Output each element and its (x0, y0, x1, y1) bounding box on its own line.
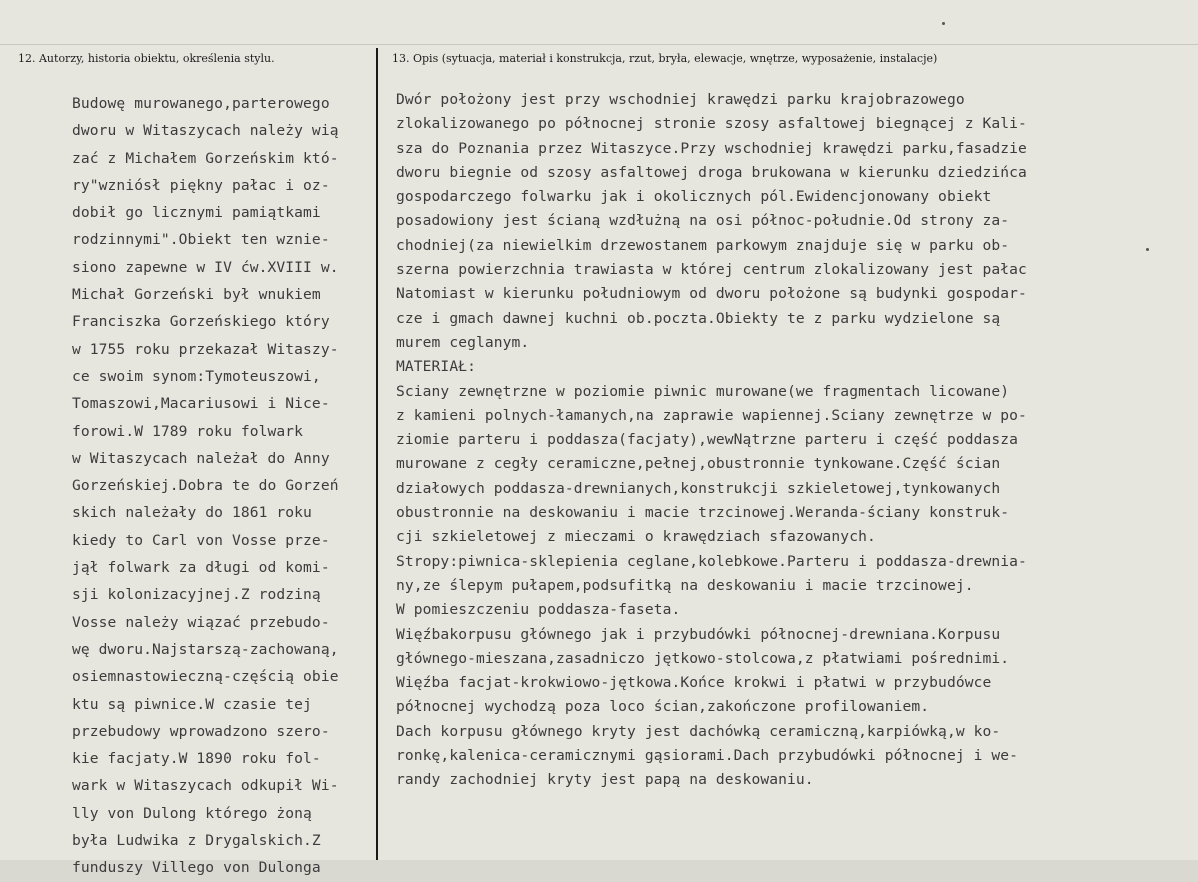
text-line: Natomiast w kierunku południowym od dworu położone są budynki gospodar- (396, 285, 1027, 303)
text-line: Gorzeńskiej.Dobra te do Gorzeń (72, 477, 339, 495)
text-line: siono zapewne w IV ćw.XVIII w. (72, 258, 339, 276)
margin-mark (942, 22, 945, 25)
text-line: w 1755 roku przekazał Witaszy- (72, 340, 339, 358)
text-line: kie facjaty.W 1890 roku fol- (72, 750, 321, 768)
margin-mark (1146, 248, 1149, 251)
section-13-header: 13. Opis (sytuacja, materiał i konstrukcja, rzut, bryła, elewacje, wnętrze, wyposażenie, instalacje) (392, 52, 938, 65)
text-line: przebudowy wprowadzono szero- (72, 722, 330, 740)
text-line: ce swoim synom:Tymoteuszowi, (72, 367, 321, 385)
text-line: sji kolonizacyjnej.Z rodziną (72, 586, 321, 604)
text-line: gospodarczego folwarku jak i okolicznych pól.Ewidencjonowany obiekt (396, 188, 992, 206)
text-line: zać z Michałem Gorzeńskim któ- (72, 149, 339, 167)
text-line: rodzinnymi".Obiekt ten wznie- (72, 231, 330, 249)
text-line: zlokalizowanego po północnej stronie szosy asfaltowej biegnącej z Kali- (396, 115, 1027, 133)
section-12-header: 12. Autorzy, historia obiektu, określenia stylu. (18, 52, 275, 65)
text-line: ny,ze ślepym pułapem,podsufitką na deskowaniu i macie trzcinowej. (396, 576, 974, 594)
text-line: cze i gmach dawnej kuchni ob.poczta.Obiekty te z parku wydzielone są (396, 309, 1001, 327)
text-line: Vosse należy wiązać przebudo- (72, 613, 330, 631)
history-text-column (72, 90, 372, 882)
text-line: Sciany zewnętrzne w poziomie piwnic murowane(we fragmentach licowane) (396, 382, 1010, 400)
text-line: chodniej(za niewielkim drzewostanem parkowym znajduje się w parku ob- (396, 236, 1010, 254)
text-line: ziomie parteru i poddasza(facjaty),wewNątrzne parteru i część poddasza (396, 431, 1019, 449)
text-line: Budowę murowanego,parterowego (72, 95, 330, 112)
text-line: lly von Dulong którego żoną (72, 804, 312, 822)
text-line: sza do Poznania przez Witaszyce.Przy wschodniej krawędzi parku,fasadzie (396, 139, 1027, 157)
text-line: działowych poddasza-drewnianych,konstrukcji szkieletowej,tynkowanych (396, 479, 1001, 497)
text-line: jął folwark za długi od komi- (72, 559, 330, 577)
text-line: dworu biegnie od szosy asfaltowej droga brukowana w kierunku dziedzińca (396, 163, 1027, 181)
text-line: ry"wzniósł piękny pałac i oz- (72, 176, 330, 194)
top-rule (0, 44, 1198, 45)
text-line: ronkę,kalenica-ceramicznymi gąsiorami.Dach przybudówki północnej i we- (396, 747, 1019, 765)
text-line: Więźbakorpusu głównego jak i przybudówki północnej-drewniana.Korpusu (396, 625, 1001, 643)
text-line: W pomieszczeniu poddasza-faseta. (396, 601, 681, 619)
text-line: posadowiony jest ścianą wzdłużną na osi północ-południe.Od strony za- (396, 212, 1010, 230)
text-line: Stropy:piwnica-sklepienia ceglane,kolebkowe.Parteru i poddasza-drewnia- (396, 552, 1027, 570)
text-line: północnej wychodzą poza loco ścian,zakończone profilowaniem. (396, 698, 930, 716)
text-line: forowi.W 1789 roku folwark (72, 422, 304, 440)
text-line: ktu są piwnice.W czasie tej (72, 695, 312, 713)
text-line: była Ludwika z Drygalskich.Z (72, 832, 321, 850)
text-line: Michał Gorzeński był wnukiem (72, 286, 321, 304)
text-line: szerna powierzchnia trawiasta w której centrum zlokalizowany jest pałac (396, 261, 1027, 279)
text-line: murowane z cegły ceramiczne,pełnej,obustronnie tynkowane.Część ścian (396, 455, 1001, 473)
text-line: obustronnie na deskowaniu i macie trzcinowej.Weranda-ściany konstruk- (396, 504, 1010, 522)
text-line: z kamieni polnych-łamanych,na zaprawie wapiennej.Sciany zewnętrze w po- (396, 406, 1027, 424)
text-line: głównego-mieszana,zasadniczo jętkowo-stolcowa,z płatwiami pośrednimi. (396, 649, 1010, 667)
text-line: dworu w Witaszycach należy wią (72, 122, 339, 140)
text-line: Franciszka Gorzeńskiego który (72, 313, 330, 331)
text-line: Dach korpusu głównego kryty jest dachówką ceramiczną,karpiówką,w ko- (396, 722, 1001, 740)
text-line: Tomaszowi,Macariusowi i Nice- (72, 395, 330, 413)
text-line: wark w Witaszycach odkupił Wi- (72, 777, 339, 795)
text-line: MATERIAŁ: (396, 358, 476, 376)
text-line: kiedy to Carl von Vosse prze- (72, 531, 330, 549)
text-line: randy zachodniej kryty jest papą na deskowaniu. (396, 771, 814, 789)
description-text-column (396, 88, 1176, 793)
text-line: murem ceglanym. (396, 333, 530, 351)
text-line: Więźba facjat-krokwiowo-jętkowa.Końce krokwi i płatwi w przybudówce (396, 674, 992, 692)
text-line: w Witaszycach należał do Anny (72, 449, 330, 467)
text-line: Dwór położony jest przy wschodniej krawędzi parku krajobrazowego (396, 91, 965, 108)
text-line: osiemnastowieczną-częścią obie (72, 668, 339, 686)
text-line: cji szkieletowej z mieczami o krawędziach sfazowanych. (396, 528, 876, 546)
text-line: funduszy Villego von Dulonga (72, 859, 321, 877)
column-divider (376, 48, 378, 860)
text-line: wę dworu.Najstarszą-zachowaną, (72, 640, 339, 658)
text-line: skich należały do 1861 roku (72, 504, 312, 522)
text-line: dobił go licznymi pamiątkami (72, 204, 321, 222)
